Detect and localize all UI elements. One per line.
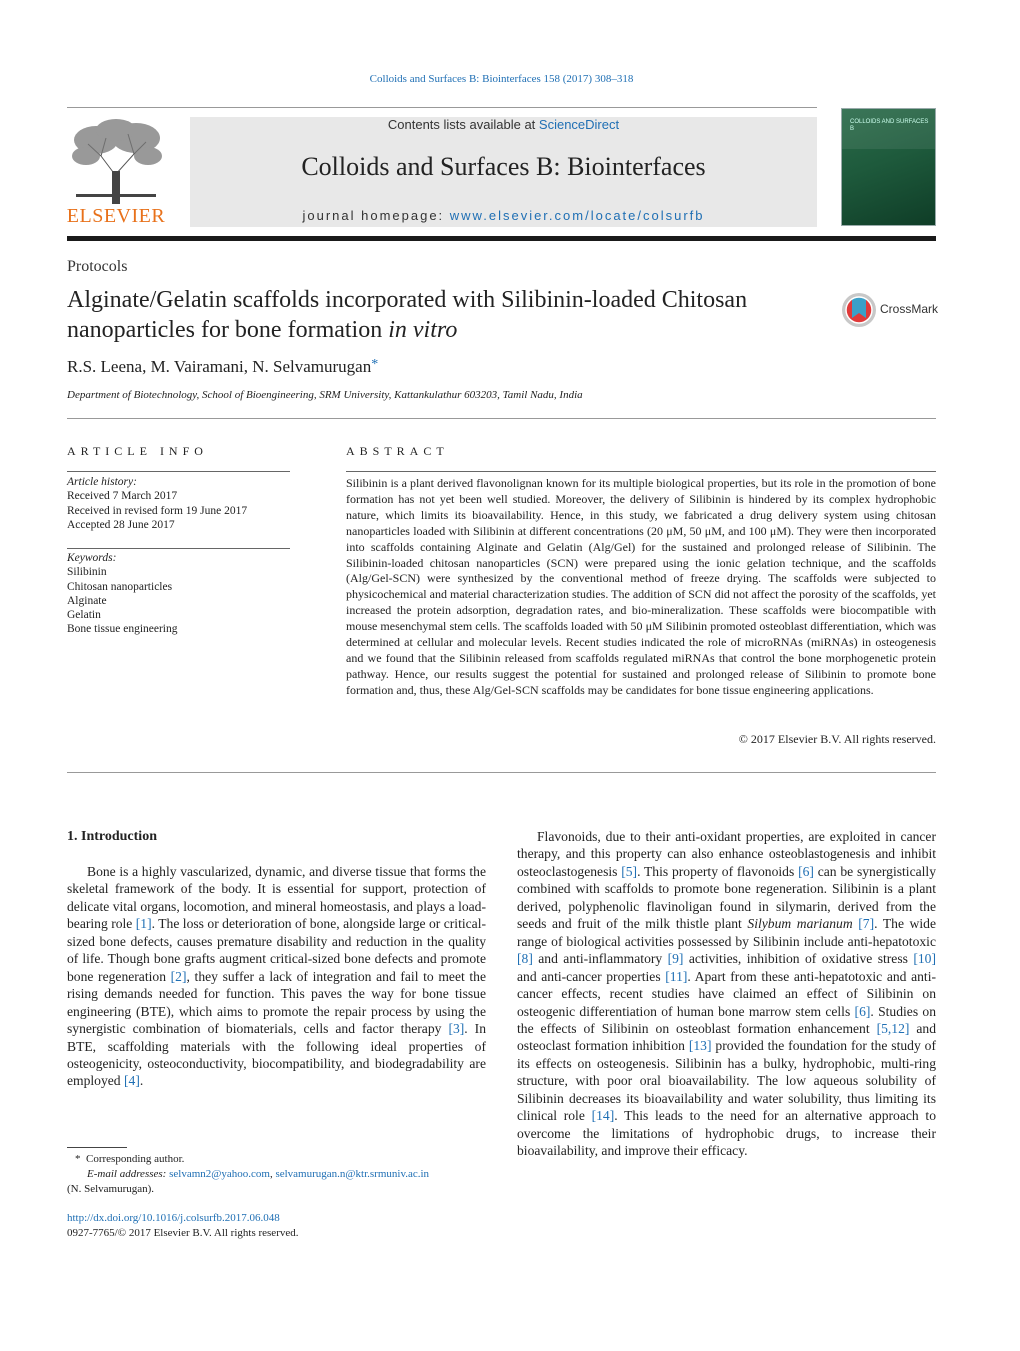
email-link[interactable]: selvamurugan.n@ktr.srmuniv.ac.in — [275, 1168, 430, 1180]
author-list — [67, 357, 378, 377]
citation-link[interactable]: [1] — [135, 916, 152, 932]
introduction-heading: 1. Introduction — [67, 829, 157, 844]
history-label: Article history: — [67, 476, 137, 488]
keyword-item: Bone tissue engineering — [67, 623, 178, 636]
email-line — [67, 1167, 497, 1182]
article-info-rule — [67, 471, 290, 472]
citation-link[interactable]: [4] — [124, 1073, 140, 1089]
keywords-rule — [67, 548, 290, 549]
abstract-divider — [67, 772, 936, 773]
citation-link[interactable]: [3] — [448, 1021, 465, 1037]
citation-link[interactable]: [5] — [621, 863, 638, 879]
keyword-item: Gelatin — [67, 609, 101, 622]
homepage-prefix: journal homepage: — [302, 208, 450, 223]
citation-link[interactable]: [2] — [170, 968, 187, 984]
header-thick-rule — [67, 236, 936, 241]
journal-cover-thumbnail[interactable] — [841, 108, 936, 226]
intro-paragraph-2 — [517, 828, 936, 1160]
citation-link[interactable]: [9] — [667, 951, 684, 967]
author-name-note: (N. Selvamurugan). — [67, 1183, 155, 1195]
text-run: . — [139, 1073, 144, 1089]
intro-left-column — [67, 863, 486, 1090]
citation-link[interactable]: [5,12] — [876, 1020, 910, 1036]
contents-line — [190, 117, 817, 132]
intro-paragraph-1 — [67, 863, 486, 1090]
text-run: . This property of flavonoids — [637, 863, 799, 879]
elsevier-wordmark: ELSEVIER — [66, 205, 166, 227]
text-run: , they suffer a lack of integration and fail to meet the rising demands needed for function. This paves the way for bone tissue engineering (BTE), which aims to promote the repair process by using the synergistic combination of biomaterials, cells and factor therapy — [67, 968, 486, 1037]
issn-line: 0927-7765/© 2017 Elsevier B.V. All rights reserved. — [67, 1227, 299, 1239]
text-run: Flavonoids, due to their anti-oxidant properties, are exploited in cancer therapy, and this property can also enhance osteoblastogenesis and inhibit osteoclastogenesis — [517, 829, 936, 879]
citation-link[interactable]: [11] — [665, 968, 688, 984]
citation-link[interactable]: [10] — [913, 951, 936, 967]
text-run: . The wide range of biological activities possessed by Silibinin include anti-hepatotoxic — [517, 916, 936, 949]
text-run: and anti-cancer properties — [517, 968, 666, 984]
contents-prefix: Contents lists available at — [387, 117, 539, 132]
history-received: Received 7 March 2017 — [67, 490, 178, 503]
cover-title: COLLOIDS AND SURFACES B — [850, 119, 929, 132]
abstract-rule — [346, 471, 936, 472]
authors-text: R.S. Leena, M. Vairamani, N. Selvamurugan — [67, 357, 372, 376]
keyword-item: Alginate — [67, 594, 107, 607]
citation-link[interactable]: [8] — [517, 951, 533, 967]
text-run: activities, inhibition of oxidative stress — [683, 951, 914, 967]
journal-reference[interactable]: Colloids and Surfaces B: Biointerfaces 158 (2017) 308–318 — [369, 73, 634, 85]
doi-block — [67, 1211, 299, 1241]
text-run: . This leads to the need for an alternative approach to overcome the limitations of hydrophobic drugs, to increase their bioavailability, and improve their efficacy. — [517, 1108, 937, 1159]
intro-right-column — [517, 828, 936, 1160]
text-run: provided the foundation for the study of its effects on osteogenesis. Silibinin has a bulky, hydrophobic, multi-ring structure, with poor oral bioavailability. The low aqueous solubility of Silibinin decreases its bioavailability and water solubility, thus limiting its clinical role — [517, 1038, 936, 1124]
article-history — [67, 475, 290, 532]
keyword-item: Silibinin — [67, 566, 107, 579]
footnote — [67, 1152, 497, 1197]
affiliation: Department of Biotechnology, School of Bioengineering, SRM University, Kattankulathur 603203, Tamil Nadu, India — [67, 389, 583, 401]
header-divider — [67, 107, 817, 108]
citation-link[interactable]: [13] — [688, 1038, 712, 1054]
email-separator: , — [269, 1168, 276, 1180]
text-run: . In BTE, scaffolding materials with the following ideal properties of osteogenicity, osteoconductivity, biocompatibility, and biodegradability are employed — [67, 1021, 487, 1089]
affiliation-divider — [67, 418, 936, 419]
corresponding-label: Corresponding author. — [86, 1153, 185, 1165]
citation-link[interactable]: [6] — [854, 1003, 871, 1019]
history-revised: Received in revised form 19 June 2017 — [67, 504, 248, 517]
text-run: . Apart from these anti-hepatotoxic and anti-cancer effects, recent studies have claimed an effect of Silibinin on osteogenic differentiation of human bone marrow stem cells — [517, 968, 937, 1019]
section-type: Protocols — [67, 258, 128, 275]
text-run: can be synergistically combined with scaffolds to promote bone regeneration. Silibinin is a plant derived, polyphenolic flavinoligan found in silymarin, derived from the seeds and fruit of the milk thistle plant — [517, 863, 936, 932]
text-run: and anti-inflammatory — [532, 951, 668, 967]
doi-link[interactable]: http://dx.doi.org/10.1016/j.colsurfb.2017.06.048 — [67, 1212, 280, 1224]
journal-name: Colloids and Surfaces B: Biointerfaces — [301, 152, 706, 181]
abstract-text: Silibinin is a plant derived flavonolignan known for its multiple biological properties, but its role in the promotion of bone formation has not yet been well studied. Moreover, the delivery of Silibinin is hindered by its complex hydrophobic nature, which limits its bioavailability. Hence, in this study, we fabricated a drug delivery system using chitosan nanoparticles loaded with Silibinin at different concentrations (20 μM, 50 μM, and 100 μM). They were then incorporated into scaffolds containing Alginate and Gelatin (Alg/Gel) for the sustained and prolonged release of Silibinin. The Silibinin-loaded chitosan nanoparticles (SCN) were prepared using the ionic gelation technique, and the scaffolds (Alg/Gel-SCN) were synthesized by the conventional method of freeze drying. The scaffolds were subjected to physicochemical and material characterization studies. The addition of SCN did not affect the porosity of the scaffolds, yet increased the protein adsorption, degradation rates, and bio-mineralization. These scaffolds were biocompatible with mouse mesenchymal stem cells. The scaffolds loaded with 50 μM Silibinin promoted osteoblast differentiation, which was determined at cellular and molecular levels. Recent studies indicated the role of microRNAs (miRNAs) in osteogenesis and we found that the Silibinin released from scaffolds regulated miRNAs that control the bone morphogenetic protein pathway. Hence, our results suggest the potential for sustained and prolonged release of Silibinin to promote bone formation and, thus, these Alg/Gel-SCN scaffolds may be candidates for bone tissue engineering applications. — [346, 476, 936, 697]
abstract-heading: ABSTRACT — [346, 444, 449, 458]
homepage-link[interactable]: www.elsevier.com/locate/colsurfb — [449, 208, 705, 223]
corresponding-note — [67, 1152, 497, 1167]
species-name: Silybum marianum — [747, 916, 853, 932]
elsevier-tree-icon — [66, 116, 166, 206]
title-main: Alginate/Gelatin scaffolds incorporated with Silibinin-loaded Chitosan nanoparticles for bone formation — [67, 287, 748, 343]
corresponding-author-mark[interactable]: * — [371, 357, 379, 372]
citation-link[interactable]: [7] — [858, 916, 875, 932]
email-label: E-mail addresses: — [87, 1168, 170, 1180]
crossmark-button[interactable] — [841, 290, 937, 330]
elsevier-logo[interactable] — [66, 116, 166, 228]
text-run: and osteoclast formation inhibition — [517, 1020, 936, 1054]
text-run: . The loss or deterioration of bone, alongside large or critical-sized bone defects, causes premature disability and reduction in the quality of life. Though bone grafts augment critical-sized bone defects and promote bone regeneration — [67, 916, 486, 984]
citation-link[interactable]: [6] — [798, 863, 814, 879]
crossmark-label: CrossMark — [880, 302, 939, 316]
text-run: Bone is a highly vascularized, dynamic, and diverse tissue that forms the skeletal framework of the body. It is essential for support, protection of delicate vital organs, locomotion, and mineral homeostasis, and plays a load-bearing role — [67, 864, 486, 932]
email-link[interactable]: selvamn2@yahoo.com — [169, 1168, 270, 1180]
article-title — [67, 285, 837, 345]
title-italic: in vitro — [388, 317, 458, 343]
homepage-line — [190, 208, 817, 223]
history-accepted: Accepted 28 June 2017 — [67, 518, 175, 531]
keywords-label: Keywords: — [67, 552, 117, 564]
sciencedirect-link[interactable]: ScienceDirect — [538, 117, 620, 132]
text-run: . Studies on the effects of Silibinin on osteoblast formation enhancement — [517, 1003, 937, 1036]
keywords — [67, 551, 290, 637]
footnote-rule — [67, 1147, 127, 1148]
abstract-copyright: © 2017 Elsevier B.V. All rights reserved. — [738, 732, 936, 746]
keyword-item: Chitosan nanoparticles — [67, 580, 173, 593]
footnote-mark: * — [75, 1153, 81, 1165]
article-info-heading: ARTICLE INFO — [67, 444, 208, 458]
citation-link[interactable]: [14] — [591, 1108, 615, 1124]
